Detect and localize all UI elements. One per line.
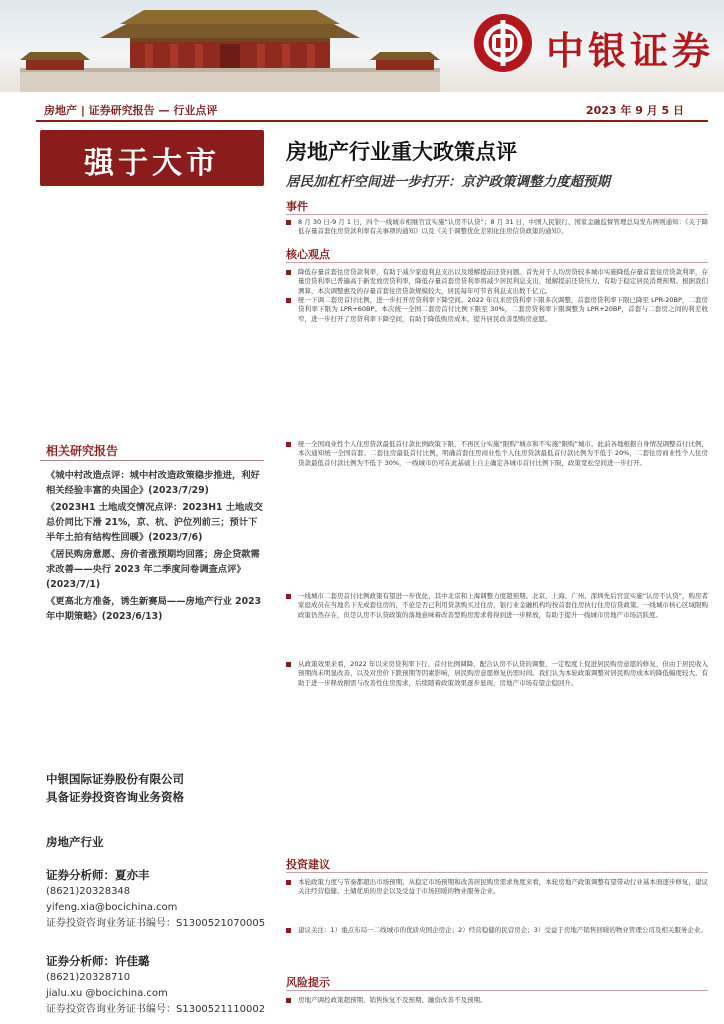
related-research-item[interactable]: 《2023H1 土地成交情况点评：2023H1 土地成交总价同比下滑 21%，京、杭、沪位列前三；预计下半年土拍有结构性回暖》(2023/7/6)	[46, 502, 263, 543]
core-view-text: 统一全国商业性个人住房贷款最低首付款比例政策下限，不再区分实施“限购”城市和不实施“限购”城市。此前各地根据自身情况调整首付比例，本次通知统一全国首套、二套住房最低首付比例，明确首套住房商业性个人住房贷款最低首付款比例为不低于 20%，二套住房商业性个人住房贷款最低首付款比例为不低于 30%，一线城市仍可在此基础上自主确定各城市首付比例下限，政策宽松空间进一步打开。	[298, 440, 708, 467]
section-divider	[286, 214, 708, 215]
related-research-item[interactable]: 《居民购房意愿、房价者涨预期均回落；房企贷款需求改善——央行 2023 年二季度问卷调查点评》(2023/7/1)	[46, 549, 260, 590]
core-view-text: 统一下调二套房首付比例，进一步打开房贷利率下降空间。2022 年以来房贷利率下限多次调整，首套房贷利率下限已降至 LPR-20BP，二套房贷利率下限为 LPR+60BP。本次统一全国二套房首付比例下限至 30%，二套房贷利率下限调整为 LPR+20BP，首套与二套房之间的利差收窄，进一步打开了房贷利率下降空间，有助于降低购房成本，提升居民改善型购房意愿。	[298, 296, 708, 323]
core-view-text: 降低存量首套住房贷款利率，有助于减少家庭利息支出以及缓解提前还贷问题。首先对于人均房贷较多城市实施降低存量首套住房贷款利率，存量房贷利率已普遍高于新发放房贷利率，降低存量首套房贷利率将减少居民利息支出，缓解提前还贷压力，有助于稳定居民消费预期。根据我们测算，本次调整惠及的存量首套住房贷款规模较大，居民每年可节省利息支出数千亿元。	[298, 268, 708, 295]
company-name: 中银国际证券股份有限公司	[46, 772, 184, 786]
analyst-cert: 证券投资咨询业务证书编号：S1300521070005	[46, 918, 266, 929]
investment-paragraph	[286, 926, 708, 966]
analyst-card	[46, 952, 264, 1018]
page-subtitle: 居民加杠杆空间进一步打开：京沪政策调整力度超预期	[286, 174, 610, 190]
core-views-heading: 核心观点	[286, 248, 330, 261]
core-view-text: 一线城市二套房首付比例政策有望进一步优化，其中北京和上海调整力度超预期。北京、上海、广州、深圳先后官宣实施“认房不认贷”，购房者家庭成员在当地名下无成套住房的，不论是否已利用贷款购买过住房，银行业金融机构均按首套住房执行住房信贷政策。一线城市核心区域限购政策仍然存在，但是认房不认贷政策的落地意味着改善型购房需求将得到进一步释放，有助于提升一线城市房地产市场活跃度。	[298, 592, 708, 619]
header-banner	[0, 0, 724, 92]
analyst-cert: 证券投资咨询业务证书编号：S1300521110002	[46, 1004, 266, 1015]
analyst-name: 证券分析师：夏亦丰	[46, 868, 150, 882]
rating-text: 强于大市	[84, 146, 220, 181]
section-divider	[286, 262, 708, 263]
sidebar	[40, 130, 264, 1020]
risk-text: 房地产调控政策超预期、销售恢复不及预期、融资改善不及预期。	[298, 996, 487, 1004]
bullet-icon	[286, 594, 291, 599]
related-research-heading: 相关研究报告	[46, 444, 119, 458]
report-category: 房地产 | 证券研究报告 — 行业点评	[44, 104, 218, 117]
related-research-list	[46, 468, 264, 626]
investment-text: 本轮政策力度与节奏都超出市场预期，从稳定市场预期和改善居民购房需求角度来看，本轮房地产政策调整有望带动行业基本面逐步修复，建议关注经营稳健、土储优质的房企以及受益于市场回暖的物业服务企业。	[298, 878, 708, 896]
section-divider	[286, 872, 708, 873]
event-paragraph	[286, 218, 708, 240]
company-qualification: 具备证券投资咨询业务资格	[46, 790, 184, 804]
company-logo	[474, 8, 714, 78]
event-text: 8 月 30 日-9 月 1 日，四个一线城市相继官宣实施“认房不认贷”；8 月 31 日，中国人民银行、国家金融监督管理总局发布两则通知：《关于降低存量首套住房贷款利率有关事项的通知》以及《关于调整优化差别化住房信贷政策的通知》。	[298, 218, 708, 236]
report-header	[16, 96, 708, 120]
rating-badge	[40, 130, 264, 186]
investment-text: 建议关注：1）重点布局一二线城市的优质央国企房企；2）经营稳健的民营房企；3）受益于房地产销售回暖的物业管理公司及相关服务企业。	[298, 926, 707, 934]
bullet-icon	[286, 270, 291, 275]
palace-illustration	[20, 0, 440, 92]
section-divider	[286, 990, 708, 991]
core-view-text: 从政策效果来看，2022 年以来房贷利率下行、首付比例调降、配合认房不认贷的调整，一定程度上促进居民购房意愿的修复，但由于居民收入预期尚未明显改善，以及对房价下跌预期等因素影响，居民购房意愿修复仍需时间。我们认为本轮政策调整对居民购房成本的降低幅度较大，有助于进一步释放刚需与改善性住房需求，后续随着政策效果逐步显现，房地产市场有望企稳回升。	[298, 660, 708, 687]
bullet-icon	[286, 662, 291, 667]
related-research-item[interactable]: 《更高北方准备，诱生新赛局——房地产行业 2023 年中期策略》(2023/6/13)	[46, 596, 262, 622]
boc-logo-icon	[474, 14, 532, 72]
analyst-email[interactable]: yifeng.xia@bocichina.com	[46, 902, 178, 913]
bullet-icon	[286, 298, 291, 303]
related-research-item[interactable]: 《城中村改造点评：城中村改造政策稳步推进，利好相关经验丰富的央国企》(2023/7/29)	[46, 470, 260, 496]
analyst-phone: (8621)20328710	[46, 972, 131, 983]
risk-heading: 风险提示	[286, 976, 330, 989]
company-info	[46, 770, 264, 806]
bullet-icon	[286, 220, 291, 225]
bullet-icon	[286, 998, 291, 1003]
bullet-icon	[286, 442, 291, 447]
event-heading: 事件	[286, 200, 308, 213]
investment-paragraph	[286, 878, 708, 920]
page-title: 房地产行业重大政策点评	[286, 139, 517, 164]
analyst-name: 证券分析师：许佳璐	[46, 954, 150, 968]
industry-label: 房地产行业	[46, 835, 104, 849]
report-date: 2023 年 9 月 5 日	[585, 104, 684, 117]
analyst-card	[46, 866, 264, 932]
bullet-icon	[286, 928, 291, 933]
bullet-icon	[286, 880, 291, 885]
core-view-paragraph	[286, 660, 708, 810]
header-divider	[36, 120, 708, 122]
main-content	[276, 130, 708, 1020]
core-view-paragraph	[286, 296, 708, 432]
risk-paragraph	[286, 996, 708, 1010]
core-view-paragraph	[286, 440, 708, 586]
brand-name: 中银证券	[546, 28, 715, 73]
analyst-email[interactable]: jialu.xu @bocichina.com	[46, 988, 168, 999]
investment-heading: 投资建议	[286, 858, 330, 871]
related-research-divider	[40, 460, 264, 461]
analyst-phone: (8621)20328348	[46, 886, 131, 897]
